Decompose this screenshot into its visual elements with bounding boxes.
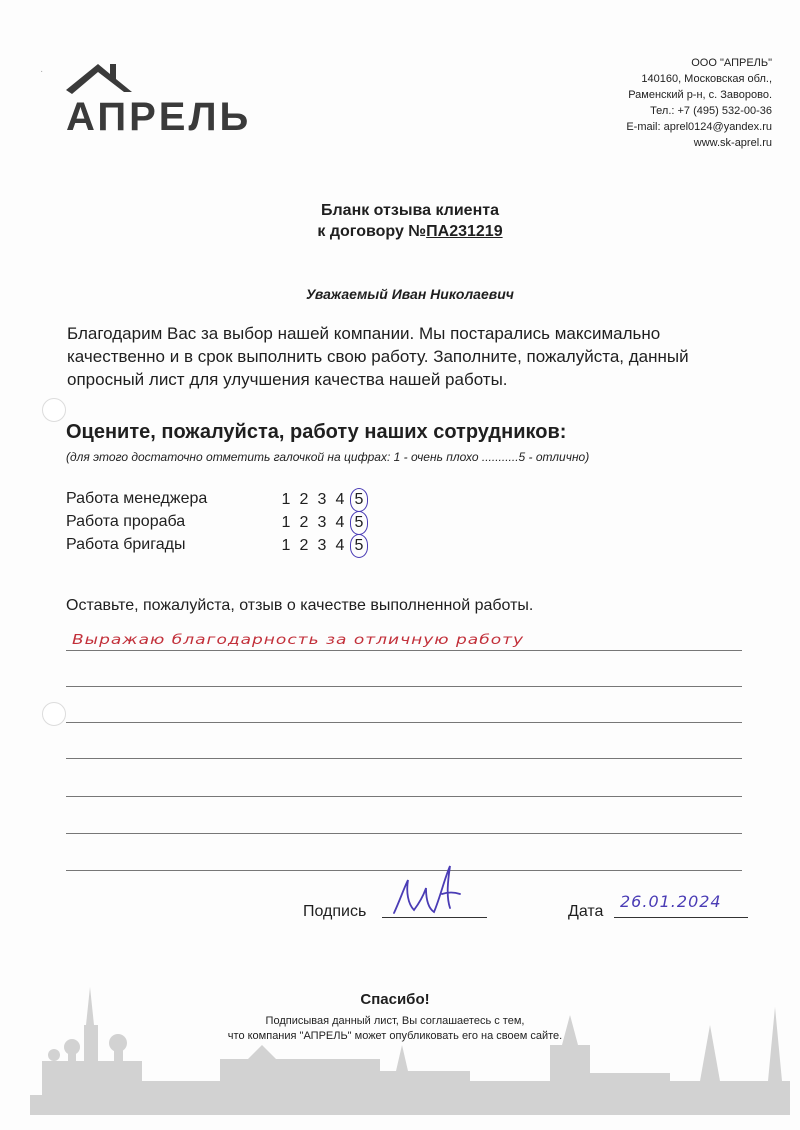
score-1[interactable]: 1 (281, 514, 291, 531)
publication-consent (0, 1014, 790, 1044)
company-website: www.sk-aprel.ru (693, 137, 772, 149)
form-title-line1: Бланк отзыва клиента (321, 202, 499, 219)
score-2[interactable]: 2 (299, 537, 309, 554)
company-name: ООО "АПРЕЛЬ" (691, 57, 772, 69)
company-phone: Тел.: +7 (495) 532-00-36 (650, 105, 772, 117)
score-5-selected[interactable]: 5 (350, 488, 368, 512)
date-value: 26.01.2024 (620, 892, 722, 911)
punch-hole (42, 398, 66, 422)
rating-scores (277, 488, 368, 512)
score-5-selected[interactable]: 5 (350, 511, 368, 535)
score-2[interactable]: 2 (299, 491, 309, 508)
review-line (66, 796, 742, 797)
greeting: Уважаемый Иван Николаевич (306, 286, 514, 302)
score-3[interactable]: 3 (317, 537, 327, 554)
review-prompt: Оставьте, пожалуйста, отзыв о качестве выполненной работы. (66, 597, 534, 614)
score-4[interactable]: 4 (335, 537, 345, 554)
signature-label: Подпись (303, 903, 367, 920)
form-title (0, 200, 800, 242)
score-1[interactable]: 1 (281, 491, 291, 508)
punch-hole (42, 702, 66, 726)
company-address-line2: Раменский р-н, с. Заворово. (628, 89, 772, 101)
rating-note: (для этого достаточно отметить галочкой на цифрах: 1 - очень плохо ...........5 - отлично) (66, 450, 590, 464)
intro-paragraph: Благодарим Вас за выбор нашей компании. Мы постарались максимально качественно и в срок выполнить свою работу. Заполните, пожалуйста, данный опросный лист для улучшения качества нашей работы. (67, 324, 689, 389)
rating-label: Работа менеджера (66, 490, 208, 507)
rating-scores (277, 534, 368, 558)
review-line (66, 758, 742, 759)
contract-number: ПА231219 (426, 223, 503, 240)
consent-line2: что компания "АПРЕЛЬ" может опубликовать его на своем сайте. (227, 1030, 563, 1042)
review-line (66, 686, 742, 687)
score-2[interactable]: 2 (299, 514, 309, 531)
date-field[interactable] (614, 917, 748, 918)
score-3[interactable]: 3 (317, 514, 327, 531)
contract-prefix: к договору № (317, 223, 427, 240)
review-line (66, 833, 742, 834)
score-4[interactable]: 4 (335, 514, 345, 531)
rating-heading: Оцените, пожалуйста, работу наших сотрудников: (66, 421, 567, 443)
score-4[interactable]: 4 (335, 491, 345, 508)
rating-scores (277, 511, 368, 535)
handwritten-signature (390, 858, 470, 920)
company-logo-text: АПРЕЛЬ (66, 95, 252, 139)
thanks-heading: Спасибо! (360, 991, 430, 1008)
rating-label: Работа бригады (66, 536, 186, 553)
handwritten-review[interactable]: Выражаю благодарность за отличную работу (72, 632, 525, 648)
score-5-selected[interactable]: 5 (350, 534, 368, 558)
score-3[interactable]: 3 (317, 491, 327, 508)
review-line (66, 722, 742, 723)
company-contacts (626, 55, 772, 151)
date-label: Дата (568, 903, 604, 920)
rating-label: Работа прораба (66, 513, 186, 530)
scan-mark: · (40, 66, 44, 77)
review-line (66, 650, 742, 651)
company-address-line1: 140160, Московская обл., (641, 73, 772, 85)
company-email: E-mail: aprel0124@yandex.ru (626, 121, 772, 133)
score-1[interactable]: 1 (281, 537, 291, 554)
consent-line1: Подписывая данный лист, Вы соглашаетесь с тем, (265, 1015, 525, 1027)
form-title-line2 (0, 221, 800, 242)
